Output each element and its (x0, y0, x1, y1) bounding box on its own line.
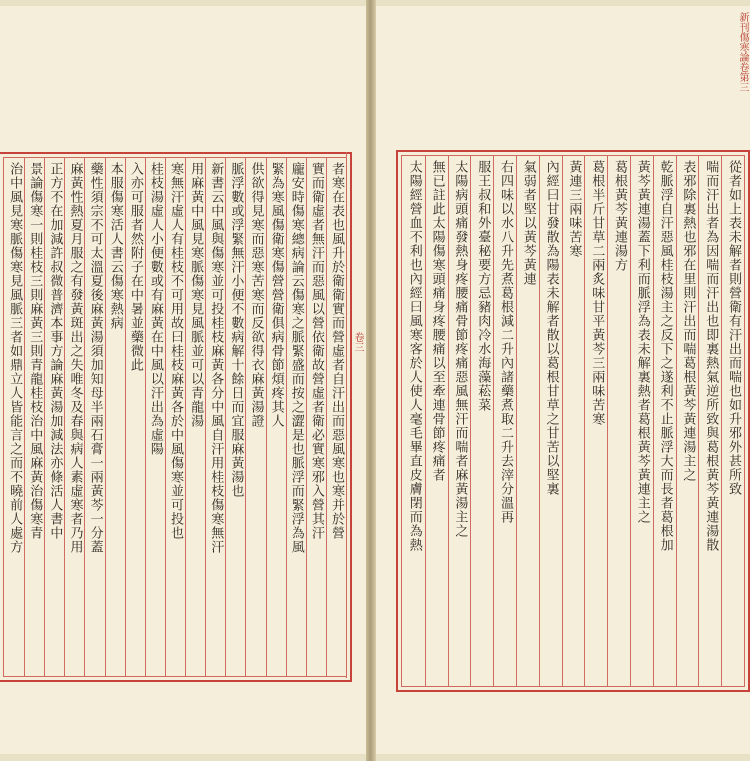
left-text-column: 實而衛虛者無汗而惡風以營依衛故營虛者衛必實寒邪入營其汗 (308, 162, 324, 540)
left-text-column: 者寒在表也風升於衛衛實而營虛者自汗出而惡風寒也寒并於營 (328, 162, 344, 540)
right-text-column: 喘而汗出者為因喘而汗出也即裏熱氣逆所致與葛根黃芩黃連湯散 (703, 160, 719, 552)
right-text-column: 太陽經營血不利也內經曰風寒客於人使人毫毛畢直皮膚閉而為熱 (406, 160, 422, 552)
right-text-column: 右四味以水八升先煮葛根減二升內諸藥煮取二升去滓分溫再 (497, 160, 513, 524)
right-text-column: 黃芩黃連湯蓋下利而脈浮為表未解裏熱者葛根黃芩黃連主之 (634, 160, 650, 524)
right-text-frame (396, 150, 750, 692)
left-column-rule (326, 157, 327, 677)
left-text-column: 正方不在加減許叔微普濟本事方論麻黃湯加減法亦條活人書中 (47, 162, 63, 540)
book-gutter (366, 0, 376, 761)
right-column-rule (676, 155, 677, 687)
right-text-column: 黃連三兩味苦寒 (566, 160, 582, 258)
left-text-column: 寒無汗虛人有桂枝不可用故曰桂枝麻黃各於中風傷寒並可投也 (168, 162, 184, 540)
left-text-column: 供欲得見寒而惡寒苦寒而反欲得衣麻黃湯證 (248, 162, 264, 428)
left-column-rule (125, 157, 126, 677)
left-column-rule (105, 157, 106, 677)
right-column-rule (562, 155, 563, 687)
left-column-rule (145, 157, 146, 677)
right-text-column: 氣弱者堅以黃芩黃連 (520, 160, 536, 286)
left-column-rule (24, 157, 25, 677)
right-column-rule (653, 155, 654, 687)
left-column-rule (165, 157, 166, 677)
right-column-rule (721, 155, 722, 687)
right-column-rule (448, 155, 449, 687)
left-text-column: 龐安時傷寒總病論云傷寒之脈緊盛而按之澀是也脈浮而緊浮為風 (288, 162, 304, 554)
right-text-column: 服王叔和外臺秘要方忌豬肉冷水海藻菘菜 (475, 160, 491, 412)
left-column-rule (225, 157, 226, 677)
left-column-rule (64, 157, 65, 677)
right-text-column: 內經曰甘發散為陽表未解者散以葛根甘草之甘苦以堅裏 (543, 160, 559, 496)
left-column-rule (205, 157, 206, 677)
left-text-column: 麻黃性熱夏月服之有發黃斑出之失唯冬及春與病人素虛寒者乃用 (67, 162, 83, 554)
right-column-rule (516, 155, 517, 687)
left-column-rule (306, 157, 307, 677)
left-page (0, 6, 366, 754)
left-text-column: 緊為寒風傷衛寒傷營營衛俱病骨節煩疼其人 (268, 162, 284, 428)
right-text-column: 乾脈浮自汗惡風桂枝湯主之反下之遂利不止脈浮大而長者葛根加 (657, 160, 673, 552)
left-text-column: 藥性須宗不可太溫夏後麻黃湯須加知母半兩石膏一兩黃芩一分蓋 (87, 162, 103, 554)
right-text-column: 從者如上表未解者則營衛有汗出而喘也如升邪外甚所致 (725, 160, 741, 496)
left-column-rule (84, 157, 85, 677)
left-text-column: 桂枝湯虛人小便數或有麻黃在中風以汗出為虛陽 (147, 162, 163, 456)
right-column-rule (698, 155, 699, 687)
left-column-rule (185, 157, 186, 677)
left-text-frame (0, 152, 352, 682)
left-column-rule (44, 157, 45, 677)
right-column-rule (493, 155, 494, 687)
right-text-column: 葛根黃芩黃連湯方 (611, 160, 627, 272)
left-text-column: 用麻黃中風見寒脈傷寒見風脈並可以青龍湯 (188, 162, 204, 428)
left-column-rule (245, 157, 246, 677)
left-column-rule (286, 157, 287, 677)
right-header-text: 新刊傷寒論卷第三 (737, 12, 748, 92)
right-column-rule (607, 155, 608, 687)
left-text-column: 入亦可服者然附子在中暑並藥微此 (127, 162, 143, 372)
right-column-rule (425, 155, 426, 687)
right-text-column: 無已註此太陽傷寒頭痛身疼腰痛以至牽連骨節疼痛者 (429, 160, 445, 482)
left-column-rule (266, 157, 267, 677)
right-text-column: 表邪除裏熱也邪在里則汗出而喘葛根黃芩黃連湯主之 (680, 160, 696, 482)
left-text-column: 新書云中風與傷寒並可投桂枝麻黃各分中風自汗用桂枝傷寒無汗 (208, 162, 224, 554)
left-text-column: 景論傷寒一則桂枝三則麻黃三則青龍桂枝治中風麻黃治傷寒青 (27, 162, 43, 540)
left-text-column: 脈浮數或浮緊無汗小便不數病解十餘日而宜服麻黃湯也 (228, 162, 244, 498)
right-column-rule (539, 155, 540, 687)
left-fold-strip (346, 152, 365, 678)
right-text-column: 葛根半斤甘草二兩炙味甘平黃芩三兩味苦寒 (589, 160, 605, 426)
left-fold-text: 卷三 (352, 332, 363, 352)
left-text-column: 治中風見寒脈傷寒見風脈三者如鼎立人皆能言之而不曉前人處方 (7, 162, 23, 554)
right-column-rule (584, 155, 585, 687)
right-text-column: 太陽病頭痛發熱身疼腰痛骨節疼痛惡風無汗而喘者麻黃湯主之 (452, 160, 468, 538)
right-column-rule (470, 155, 471, 687)
right-column-rule (630, 155, 631, 687)
right-page (376, 6, 750, 754)
left-text-column: 本服傷寒活人書云傷寒熱病 (107, 162, 123, 330)
